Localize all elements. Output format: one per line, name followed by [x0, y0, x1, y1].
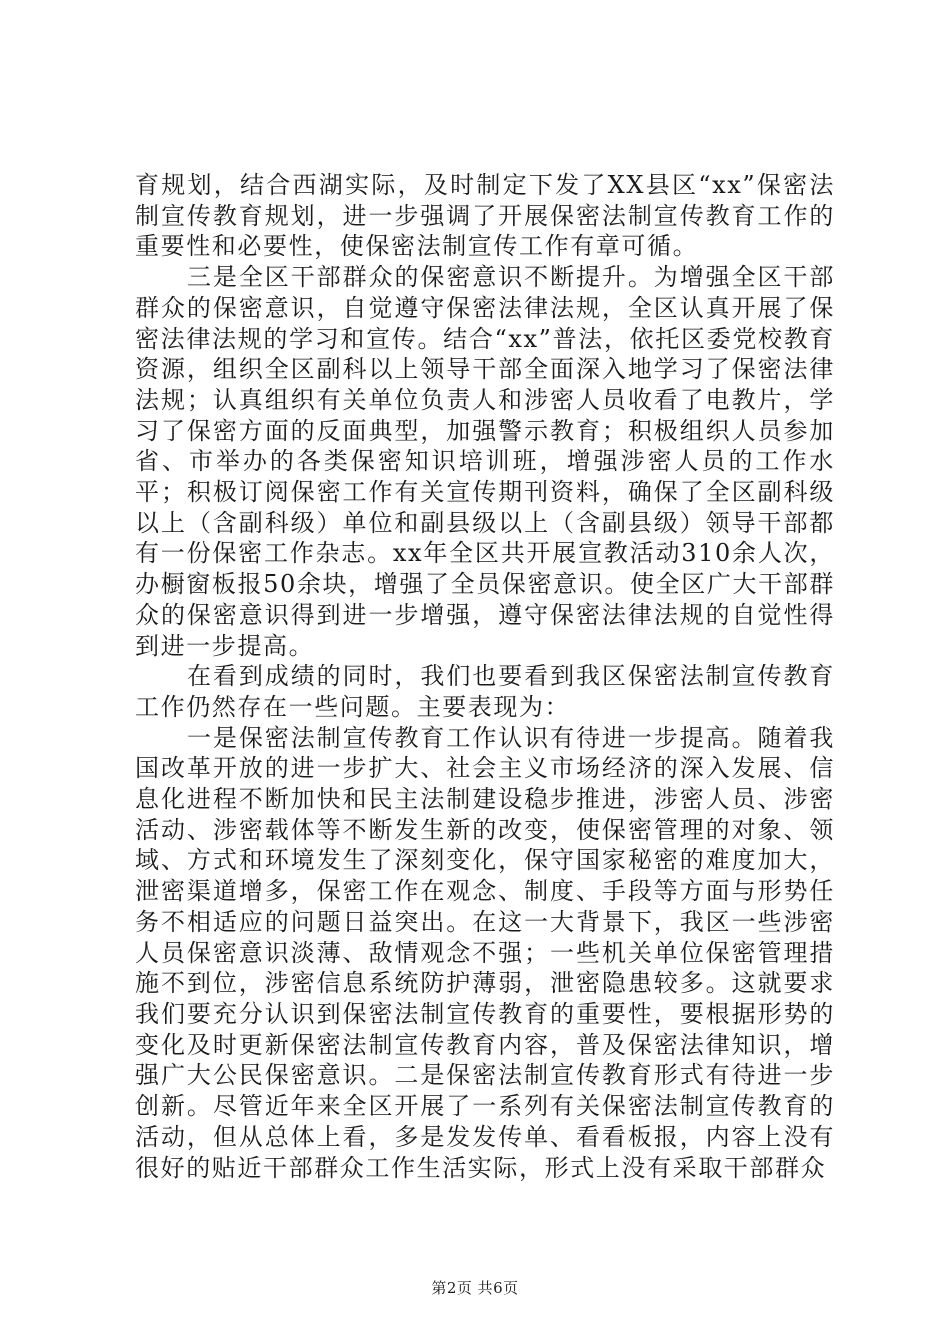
paragraph-problems-detail: 一是保密法制宣传教育工作认识有待进一步提高。随着我国改革开放的进一步扩大、社会主义市场经济的深入发展、信息化进程不断加快和民主法制建设稳步推进，涉密人员、涉密活动、涉密载体等不断发生新的改变，使保密管理的对象、领域、方式和环境发生了深刻变化，保守国家秘密的难度加大，泄密渠道增多，保密工作在观念、制度、手段等方面与形势任务不相适应的问题日益突出。在这一大背景下，我区一些涉密人员保密意识淡薄、敌情观念不强；一些机关单位保密管理措施不到位，涉密信息系统防护薄弱，泄密隐患较多。这就要求我们要充分认识到保密法制宣传教育的重要性，要根据形势的变化及时更新保密法制宣传教育内容，普及保密法律知识，增强广大公民保密意识。二是保密法制宣传教育形式有待进一步创新。尽管近年来全区开展了一系列有关保密法制宣传教育的活动，但从总体上看，多是发发传单、看看板报，内容上没有很好的贴近干部群众工作生活实际，形式上没有采取干部群众 [135, 723, 835, 1182]
paragraph-problems-intro: 在看到成绩的同时，我们也要看到我区保密法制宣传教育工作仍然存在一些问题。主要表现为： [135, 662, 835, 721]
paragraph-continuation: 育规划，结合西湖实际，及时制定下发了XX县区“xx”保密法制宣传教育规划，进一步强调了开展保密法制宣传教育工作的重要性和必要性，使保密法制宣传工作有章可循。 [135, 171, 835, 261]
paragraph-awareness: 三是全区干部群众的保密意识不断提升。为增强全区干部群众的保密意识，自觉遵守保密法律法规，全区认真开展了保密法律法规的学习和宣传。结合“xx”普法，依托区委党校教育资源，组织全区副科以上领导干部全面深入地学习了保密法律法规；认真组织有关单位负责人和涉密人员收看了电教片，学习了保密方面的反面典型，加强警示教育；积极组织人员参加省、市举办的各类保密知识培训班，增强涉密人员的工作水平；积极订阅保密工作有关宣传期刊资料，确保了全区副科级以上（含副科级）单位和副县级以上（含副县级）领导干部都有一份保密工作杂志。xx年全区共开展宣教活动310余人次，办橱窗板报50余块，增强了全员保密意识。使全区广大干部群众的保密意识得到进一步增强，遵守保密法律法规的自觉性得到进一步提高。 [135, 263, 835, 660]
body-text [135, 170, 835, 1183]
page-footer: 第2页 共6页 [431, 1279, 519, 1297]
